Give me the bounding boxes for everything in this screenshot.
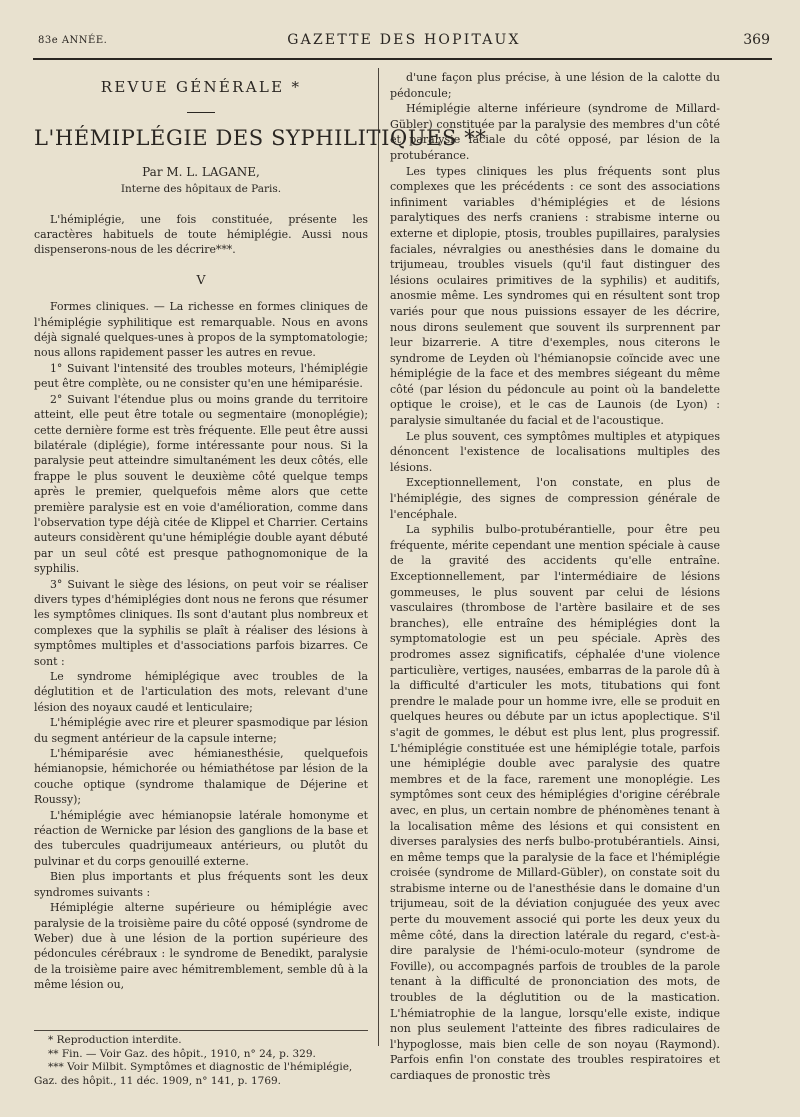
paragraph: L'hémiplégie avec rire et pleurer spasmodique par lésion du segment antérieur de la capsule interne; bbox=[34, 716, 368, 745]
footnote-rule bbox=[34, 1030, 368, 1031]
paragraph: 3° Suivant le siège des lésions, on peut voir se réaliser divers types d'hémiplégies dont nous ne ferons que résumer les symptômes cliniques. Ils sont d'autant plus nombreux et complexes que la syphilis se plaît à réaliser des lésions à symptômes multiples et d'associations parfois bizarres. Ce sont : bbox=[34, 577, 368, 668]
rubric: REVUE GÉNÉRALE * bbox=[100, 78, 302, 96]
page-number: 369 bbox=[743, 32, 770, 48]
left-column bbox=[34, 70, 487, 993]
section-number: V bbox=[196, 271, 206, 287]
article-title: L'HÉMIPLÉGIE DES SYPHILITIQUES ** bbox=[34, 126, 487, 151]
column-divider bbox=[378, 68, 379, 1046]
paragraph: Exceptionnellement, l'on constate, en plus de l'hémiplégie, des signes de compression générale de l'encéphale. bbox=[390, 476, 720, 521]
journal-title: GAZETTE DES HOPITAUX bbox=[287, 32, 521, 48]
year-label: 83e ANNÉE. bbox=[38, 35, 108, 46]
paragraph: Hémiplégie alterne supérieure ou hémiplégie avec paralysie de la troisième paire du côté opposé (syndrome de Weber) due à une lésion de la portion supérieure des pédoncules cérébraux : le syndrome de Benedikt, paralysie de la troisième paire avec hémitremblement, semble dû à la même lésion ou, bbox=[34, 901, 368, 992]
intro-paragraph: L'hémiplégie, une fois constituée, présente les caractères habituels de toute hémiplégie. Aussi nous dispenserons-nous de les décrire***. bbox=[34, 212, 368, 257]
paragraph: 1° Suivant l'intensité des troubles moteurs, l'hémiplégie peut être complète, ou ne consister qu'en une hémiparésie. bbox=[34, 361, 368, 391]
left-body bbox=[34, 299, 368, 992]
title-divider bbox=[187, 112, 215, 113]
author-affiliation: Interne des hôpitaux de Paris. bbox=[120, 183, 282, 196]
footnote: * Reproduction interdite. bbox=[48, 1034, 182, 1046]
paragraph: d'une façon plus précise, à une lésion de la calotte du pédoncule; bbox=[390, 71, 720, 100]
right-column bbox=[390, 70, 720, 1084]
page-header bbox=[38, 32, 770, 50]
paragraph: L'hémiplégie avec hémianopsie latérale homonyme et réaction de Wernicke par lésion des ganglions de la base et des tubercules quadrijumeaux antérieurs, ou plutôt du pulvinar et du corps genouillé externe. bbox=[34, 808, 368, 868]
paragraph: Le plus souvent, ces symptômes multiples et atypiques dénoncent l'existence de localisations multiples des lésions. bbox=[390, 429, 720, 474]
paragraph: 2° Suivant l'étendue plus ou moins grande du territoire atteint, elle peut être totale ou segmentaire (monoplégie); cette dernière forme est très fréquente. Elle peut être aussi bilatérale (diplégie), forme intéressante pour nous. Si la paralysie peut atteindre simultanément les deux côtés, elle frappe le plus souvent le deuxième côté quelque temps après le premier, quelquefois même alors que cette première paralysie est en voie d'amélioration, comme dans l'observation type déjà citée de Klippel et Charrier. Certains auteurs considèrent qu'une hémiplégie double ayant débuté par un seul côté est presque pathognomonique de la syphilis. bbox=[34, 392, 368, 576]
footnote: *** Voir Milbit. Symptômes et diagnostic de l'hémiplégie, Gaz. des hôpit., 11 déc. 1909, n° 141, p. 1769. bbox=[34, 1061, 353, 1087]
header-rule bbox=[33, 58, 772, 63]
footnote-list bbox=[34, 1034, 368, 1088]
paragraph: Bien plus importants et plus fréquents sont les deux syndromes suivants : bbox=[34, 870, 368, 899]
paragraph: L'hémiparésie avec hémianesthésie, quelquefois hémianopsie, hémichorée ou hémiathétose par lésion de la couche optique (syndrome thalamique de Déjerine et Roussy); bbox=[34, 747, 368, 807]
paragraph: Formes cliniques. — La richesse en formes cliniques de l'hémiplégie syphilitique est remarquable. Nous en avons déjà signalé quelques-unes à propos de la symptomatologie; nous allons rapidement passer les autres en revue. bbox=[34, 300, 368, 360]
footnotes bbox=[34, 1030, 368, 1088]
paragraph: La syphilis bulbo-protubérantielle, pour être peu fréquente, mérite cependant une mention spéciale à cause de la gravité des accidents qu'elle entraîne. Exceptionnellement, par l'intermédiaire de lésions gommeuses, le plus souvent par celui de lésions vasculaires (thrombose de l'artère basilaire et de ses branches), elle entraîne des hémiplégies dont la symptomatologie est un peu spéciale. Après des prodromes assez significatifs, céphalée d'une violence particulière, vertiges, nausées, embarras de la parole dû à la difficulté d'articuler les mots, titubations qui font prendre le malade pour un homme ivre, elle se produit en quelques heures ou débute par un ictus apoplectique. S'il s'agit de gommes, le début est plus lent, plus progressif. L'hémiplégie constituée est une hémiplégie totale, parfois une hémiplégie double avec paralysie des quatre membres et de la face, rarement une monoplégie. Les symptômes sont ceux des hémiplégies d'origine cérébrale avec, en plus, un certain nombre de phénomènes tenant à la localisation même des lésions et qui consistent en diverses paralysies des nerfs bulbo-protubérantiels. Ainsi, en même temps que la paralysie de la face et l'hémiplégie croisée (syndrome de Millard-Gübler), on constate soit du strabisme interne ou de l'anesthésie dans le domaine d'un trijumeau, soit de la déviation conjuguée des yeux avec perte du mouvement associé qui porte les deux yeux du même côté, dans la direction latérale du regard, c'est-à-dire paralysie de l'hémi-oculo-moteur (syndrome de Foville), ou accompagnés parfois de troubles de la parole tenant à la difficulté de prononciation des mots, de troubles de la déglutition ou de la mastication. L'hémiatrophie de la langue, lorsqu'elle existe, indique non plus seulement l'atteinte des fibres radiculaires de l'hypoglosse, mais bien celle de son noyau (Raymond). Parfois enfin l'on constate des troubles respiratoires et cardiaques de pronostic très bbox=[390, 523, 720, 1082]
paragraph: Hémiplégie alterne inférieure (syndrome de Millard-Gübler) constituée par la paralysie des membres d'un côté et paralysie faciale du côté opposé, par lésion de la protubérance. bbox=[390, 102, 720, 162]
author: Par M. L. LAGANE, bbox=[142, 164, 260, 179]
paragraph: Le syndrome hémiplégique avec troubles de la déglutition et de l'articulation des mots, relevant d'une lésion des noyaux caudé et lenticulaire; bbox=[34, 670, 368, 714]
right-body bbox=[390, 70, 720, 1084]
paragraph: Les types cliniques les plus fréquents sont plus complexes que les précédents : ce sont des associations infiniment variables d'hémiplégies et de lésions paralytiques des nerfs craniens : strabisme interne ou externe et diplopie, ptosis, troubles pupillaires, paralysies faciales, névralgies ou anesthésies dans le domaine du trijumeau, troubles visuels (qu'il faut distinguer des lésions oculaires primitives de la syphilis) et auditifs, anosmie même. Les syndromes qui en résultent sont trop variés pour que nous puissions essayer de les décrire, nous dirons seulement que souvent ils surprennent par leur bizarrerie. A titre d'exemples, nous citerons le syndrome de Leyden où l'hémianopsie coïncide avec une hémiplégie de la face et des membres siégeant du même côté (par lésion du pédoncule au point où la bandelette optique le croise), et le cas de Launois (de Lyon) : paralysie simultanée du facial et de l'acoustique. bbox=[390, 164, 720, 428]
footnote: ** Fin. — Voir Gaz. des hôpit., 1910, n° 24, p. 329. bbox=[48, 1047, 316, 1060]
